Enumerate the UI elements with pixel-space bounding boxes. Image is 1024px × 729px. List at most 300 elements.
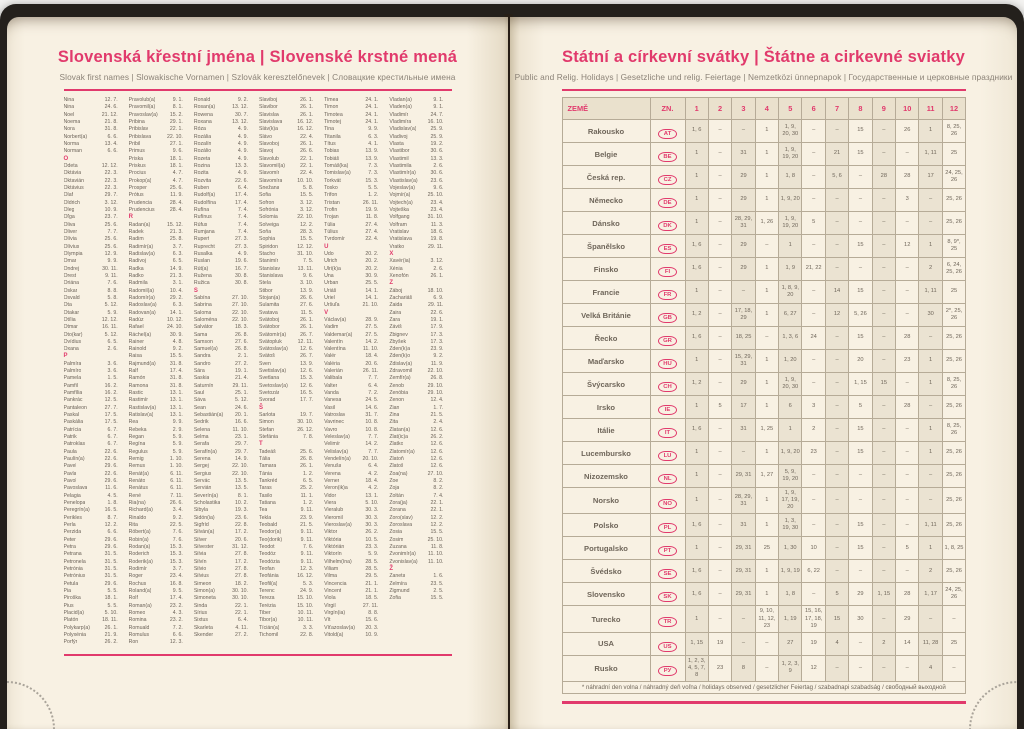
name-text: Ružica (194, 280, 210, 287)
nameday-date: 12. 12. (102, 317, 126, 324)
country-code-cell (650, 258, 685, 281)
nameday-date: 1. 5. (108, 375, 126, 382)
name-text: Vojmír(a) (389, 192, 410, 199)
name-entry (259, 427, 321, 434)
country-row (562, 304, 966, 327)
name-text: Sára (194, 368, 205, 375)
name-entry (129, 273, 191, 280)
name-text: Porfýr (64, 639, 78, 646)
name-entry (389, 471, 451, 478)
name-text: Serafín(a) (194, 449, 217, 456)
name-entry (389, 390, 451, 397)
nameday-date: 22. 4. (300, 170, 321, 177)
name-text: Petronela (64, 559, 86, 566)
month-cell: – (825, 419, 848, 442)
name-entry (324, 295, 386, 302)
month-cell: – (708, 327, 731, 350)
country-row (562, 442, 966, 465)
name-entry (324, 302, 386, 309)
nameday-date: 12. 4. (431, 397, 452, 404)
name-text: Severín(a) (194, 493, 218, 500)
name-text: Renáto (129, 478, 146, 485)
name-entry (324, 449, 386, 456)
nameday-date: 3. 6. (108, 361, 126, 368)
country-code-cell (650, 442, 685, 465)
nameday-date: 26. 7. (300, 332, 321, 339)
name-entry (259, 353, 321, 360)
name-text: Perla (64, 522, 76, 529)
name-entry (64, 544, 126, 551)
nameday-date: 2. 5. (433, 588, 451, 595)
name-entry (259, 104, 321, 111)
nameday-date: 1. 2. (368, 192, 386, 199)
nameday-date: 24. 7. (431, 112, 452, 119)
name-entry (194, 449, 256, 456)
name-text: Zoltán (389, 493, 403, 500)
month-cell: 1 (755, 442, 778, 465)
name-entry (64, 617, 126, 624)
nameday-date: 7. 4. (433, 493, 451, 500)
name-text: Radislav(a) (129, 251, 155, 258)
name-entry (194, 295, 256, 302)
name-entry (389, 529, 451, 536)
name-text: Sedrik (194, 419, 209, 426)
month-cell: 1 (685, 212, 708, 235)
nameday-date: 9. 11. (301, 529, 322, 536)
name-text: Pavla (64, 471, 77, 478)
country-code-cell (650, 655, 685, 681)
name-entry (194, 478, 256, 485)
name-text: Pamfil (64, 383, 78, 390)
name-text: Vendelín(a) (324, 456, 351, 463)
nameday-date: 18. 4. (365, 478, 386, 485)
nameday-date: 11. 1. (301, 493, 322, 500)
nameday-date: 22. 8. (235, 522, 256, 529)
month-cell: – (896, 465, 919, 488)
name-text: Tereza (259, 595, 275, 602)
name-entry (194, 515, 256, 522)
nameday-date: 13. 1. (365, 493, 386, 500)
month-cell: – (849, 166, 872, 189)
month-cell: – (896, 514, 919, 537)
nameday-date: 22. 6. (105, 449, 126, 456)
name-text: Terézia (259, 603, 276, 610)
letter-header: R (129, 214, 191, 221)
nameday-date: 12. 2. (431, 522, 452, 529)
nameday-date: 22. 10. (232, 310, 256, 317)
name-entry (259, 148, 321, 155)
name-entry (129, 559, 191, 566)
nameday-date: 30. 10. (232, 595, 256, 602)
table-header-cell: 5 (779, 98, 802, 120)
month-cell: 1, 9, 17, 19, 20 (779, 488, 802, 514)
name-text: Sigfríd (194, 522, 209, 529)
name-entry (64, 595, 126, 602)
country-code-badge: CH (658, 382, 677, 392)
nameday-date: 17. 3. (431, 332, 452, 339)
name-entry (194, 222, 256, 229)
month-cell: 1, 17 (919, 583, 942, 606)
nameday-date: 3. 12. (105, 200, 126, 207)
name-text: Svetlana (259, 375, 279, 382)
name-text: Pribislav (129, 126, 149, 133)
month-cell: – (896, 258, 919, 281)
nameday-date: 11. 8. (366, 214, 387, 221)
nameday-date: 5. 5. (108, 603, 126, 610)
month-cell: 21, 22 (802, 258, 825, 281)
name-entry (64, 588, 126, 595)
month-cell: – (825, 235, 848, 258)
name-entry (64, 222, 126, 229)
month-cell: – (872, 537, 895, 560)
month-cell: 18, 25 (732, 327, 755, 350)
month-cell: 1, 6 (685, 258, 708, 281)
nameday-date: 22. 10. (232, 471, 256, 478)
nameday-date: 2. 6. (433, 266, 451, 273)
diary-book (0, 4, 1024, 729)
name-entry (324, 141, 386, 148)
name-text: Víťazoslav(a) (324, 625, 355, 632)
nameday-date: 3. 7. (173, 566, 191, 573)
month-cell: 1, 11 (919, 514, 942, 537)
name-entry (259, 537, 321, 544)
country-code-badge: BE (658, 152, 677, 162)
name-entry (64, 625, 126, 632)
nameday-date: 18. 5. (365, 595, 386, 602)
month-cell: 1 (755, 514, 778, 537)
name-text: Sláv(k)a (259, 126, 278, 133)
nameday-date: 19. 3. (235, 507, 256, 514)
nameday-date: 21. 4. (235, 375, 256, 382)
name-text: Noel (64, 112, 75, 119)
name-entry (64, 639, 126, 646)
name-text: Oliver (64, 229, 78, 236)
left-page-title: Slovenská křestní jména | Slovenské krstné mená (7, 48, 508, 67)
month-cell: 1, 9 (779, 258, 802, 281)
nameday-date: 17. 5. (105, 419, 126, 426)
name-text: Velislav(a) (324, 449, 348, 456)
name-text: Šimon (259, 419, 274, 426)
nameday-date: 22. 4. (365, 236, 386, 243)
month-cell: 1, 15 (849, 373, 872, 396)
name-entry (324, 405, 386, 412)
month-cell: – (708, 583, 731, 606)
name-text: Valér (324, 353, 336, 360)
month-cell: 1 (755, 189, 778, 212)
name-entry (324, 566, 386, 573)
nameday-date: 9. 11. (105, 273, 126, 280)
name-entry (324, 229, 386, 236)
name-entry (389, 236, 451, 243)
month-cell: 20 (849, 350, 872, 373)
name-text: Vojeslav(a) (389, 185, 415, 192)
name-entry (129, 441, 191, 448)
name-entry (64, 258, 126, 265)
name-entry (259, 515, 321, 522)
name-text: Záboj (389, 288, 402, 295)
nameday-date: 10. 9. (105, 207, 126, 214)
name-entry (64, 97, 126, 104)
name-entry (389, 273, 451, 280)
name-entry (389, 104, 451, 111)
month-cell: – (849, 632, 872, 655)
name-entry (64, 361, 126, 368)
nameday-date: 21. 1. (365, 588, 386, 595)
nameday-date: 25. 9. (431, 134, 452, 141)
month-cell: 8, 25, 26 (942, 120, 965, 143)
name-text: Zvonimír(a) (389, 551, 416, 558)
nameday-date: 28. 4. (170, 200, 191, 207)
name-text: Olaf (64, 192, 74, 199)
month-cell: 1 (755, 120, 778, 143)
nameday-date: 30. 11. (102, 266, 125, 273)
name-entry (259, 156, 321, 163)
nameday-date: 5. 10. (105, 610, 126, 617)
name-text: Tea (259, 507, 267, 514)
nameday-date: 3. 4. (173, 507, 191, 514)
name-entry (324, 280, 386, 287)
name-entry (389, 419, 451, 426)
month-cell: – (802, 583, 825, 606)
nameday-date: 2. 9. (173, 427, 191, 434)
name-entry (194, 581, 256, 588)
country-code-cell (650, 143, 685, 166)
nameday-date: 9. 11. (301, 537, 322, 544)
name-text: Vlastimír(a) (389, 170, 416, 177)
nameday-date: 25. 6. (105, 222, 126, 229)
name-text: Zdislav(a) (389, 361, 412, 368)
nameday-date: 26. 1. (300, 141, 321, 148)
table-header-cell: ZEMĚ (562, 98, 650, 120)
month-cell: 29, 31 (732, 583, 755, 606)
left-bottom-rule (64, 654, 452, 657)
name-entry (194, 266, 256, 273)
nameday-date: 1. 10. (170, 456, 191, 463)
right-page-subtitle: Public and Relig. Holidays | Gesetzliche und relig. Feiertage | Nemzetközi ünnepnapok | Государственные и церковные праздники (510, 72, 1017, 82)
month-cell: – (896, 419, 919, 442)
name-text: Radúz (129, 317, 144, 324)
country-code-cell (650, 514, 685, 537)
name-entry (194, 346, 256, 353)
name-entry (259, 251, 321, 258)
nameday-date: 9. 6. (303, 273, 321, 280)
name-entry (129, 163, 191, 170)
name-entry (64, 273, 126, 280)
name-text: Prótus (129, 192, 144, 199)
month-cell: 2*, 25, 26 (942, 304, 965, 327)
nameday-date: 22. 1. (300, 156, 321, 163)
nameday-date: 27. 8. (235, 551, 256, 558)
month-cell: – (755, 235, 778, 258)
nameday-date: 22. 3. (105, 170, 126, 177)
name-entry (259, 295, 321, 302)
country-code-badge: IE (658, 405, 677, 415)
nameday-date: 9. 1. (173, 97, 191, 104)
nameday-date: 7. 6. (303, 544, 321, 551)
name-entry (129, 170, 191, 177)
nameday-date: 30. 3. (365, 507, 386, 514)
name-entry (194, 185, 256, 192)
name-entry (389, 559, 451, 566)
nameday-date: 15. 2. (170, 112, 191, 119)
month-cell: 1 (919, 442, 942, 465)
name-text: Pelagia (64, 493, 81, 500)
nameday-date: 22. 10. (297, 214, 321, 221)
name-text: Ronald (194, 97, 210, 104)
name-entry (129, 200, 191, 207)
name-entry (324, 537, 386, 544)
name-entry (259, 500, 321, 507)
name-entry (129, 339, 191, 346)
month-cell: 31 (732, 143, 755, 166)
name-entry (129, 537, 191, 544)
name-entry (194, 200, 256, 207)
country-code-cell (650, 166, 685, 189)
name-entry (389, 478, 451, 485)
nameday-date: 22. 4. (300, 134, 321, 141)
name-text: Zenóbia (389, 390, 408, 397)
name-text: Veleslav(a) (324, 434, 350, 441)
nameday-date: 13. 1. (170, 390, 191, 397)
month-cell: – (872, 442, 895, 465)
name-column (129, 97, 191, 647)
name-entry (194, 207, 256, 214)
name-entry (64, 302, 126, 309)
nameday-date: 1. 6. (433, 573, 451, 580)
name-entry (64, 566, 126, 573)
name-text: Pravoslav(a) (129, 112, 158, 119)
name-entry (389, 126, 451, 133)
name-text: Tosko (324, 185, 338, 192)
name-entry (64, 332, 126, 339)
nameday-date: 9. 2. (433, 353, 451, 360)
name-text: Vatroslav (324, 412, 345, 419)
name-text: Roland(a) (129, 588, 152, 595)
name-text: Sinda (194, 603, 207, 610)
nameday-date: 27. 4. (365, 229, 386, 236)
nameday-date: 17. 4. (235, 192, 256, 199)
nameday-date: 31. 5. (105, 559, 126, 566)
nameday-date: 21. 3. (170, 273, 191, 280)
nameday-date: 7. 2. (173, 625, 191, 632)
name-text: Zoja (389, 485, 399, 492)
name-text: Radoslav(a) (129, 302, 157, 309)
name-text: Urban (324, 280, 338, 287)
nameday-date: 16. 10. (428, 119, 452, 126)
name-text: Serena (194, 456, 211, 463)
name-text: Volfram (389, 222, 407, 229)
month-cell: 25, 26 (942, 514, 965, 537)
country-code-badge: ES (658, 244, 677, 254)
name-text: Platón (64, 617, 79, 624)
month-cell: 29 (849, 583, 872, 606)
name-text: Rastic (129, 390, 143, 397)
name-text: Pantaleon (64, 405, 87, 412)
nameday-date: 13. 1. (170, 412, 191, 419)
name-entry (389, 353, 451, 360)
table-header-cell: 11 (919, 98, 942, 120)
nameday-date: 17. 3. (431, 339, 452, 346)
nameday-date: 4. 9. (238, 126, 256, 133)
name-text: Ruslan (194, 258, 210, 265)
name-text: Pia (64, 588, 72, 595)
name-text: Tália (259, 456, 270, 463)
month-cell: – (849, 465, 872, 488)
name-entry (129, 463, 191, 470)
country-code-badge: HU (658, 359, 677, 369)
nameday-date: 30. 9. (365, 273, 386, 280)
nameday-date: 16. 5. (300, 390, 321, 397)
nameday-date: 8. 8. (108, 288, 126, 295)
country-row (562, 606, 966, 632)
nameday-date: 12. 3. (170, 639, 191, 646)
name-text: Renátus (129, 485, 148, 492)
month-cell: 15, 29, 31 (732, 350, 755, 373)
name-entry (129, 588, 191, 595)
name-entry (259, 397, 321, 404)
name-entry (129, 405, 191, 412)
name-entry (194, 507, 256, 514)
letter-header: X (389, 251, 451, 258)
name-entry (129, 507, 191, 514)
nameday-date: 29. 7. (105, 192, 126, 199)
month-cell: 15 (849, 120, 872, 143)
name-text: Priskus (129, 163, 146, 170)
name-text: Pravolub(a) (129, 97, 156, 104)
name-text: Slávo (259, 134, 272, 141)
nameday-date: 6. 6. (108, 148, 126, 155)
nameday-date: 15. 5. (300, 192, 321, 199)
nameday-date: 13. 4. (105, 141, 126, 148)
month-cell: 1, 8, 9, 20 (779, 281, 802, 304)
name-text: Zoro(slav) (389, 515, 412, 522)
name-entry (259, 507, 321, 514)
name-text: Pribil (129, 141, 141, 148)
table-header-cell: 6 (802, 98, 825, 120)
month-cell: 15 (849, 143, 872, 166)
country-code-cell (650, 537, 685, 560)
name-entry (129, 595, 191, 602)
name-entry (389, 222, 451, 229)
name-entry (389, 463, 451, 470)
name-entry (64, 170, 126, 177)
country-code-badge: GR (658, 336, 677, 346)
name-entry (324, 493, 386, 500)
nameday-date: 2. 1. (238, 353, 256, 360)
name-entry (129, 112, 191, 119)
name-entry (389, 500, 451, 507)
name-entry (389, 515, 451, 522)
names-grid (64, 97, 452, 647)
nameday-date: 5. 3. (303, 581, 321, 588)
name-text: Tina (324, 126, 334, 133)
letter-header: O (64, 156, 126, 163)
month-cell: 23 (802, 442, 825, 465)
nameday-date: 28. 5. (365, 566, 386, 573)
name-entry (324, 346, 386, 353)
month-cell: 1, 27 (755, 465, 778, 488)
name-text: Slavoboj (259, 141, 279, 148)
month-cell: – (919, 396, 942, 419)
nameday-date: 19. 1. (431, 317, 452, 324)
name-text: Slavoj (259, 148, 273, 155)
name-entry (389, 207, 451, 214)
country-row (562, 560, 966, 583)
name-entry (389, 295, 451, 302)
nameday-date: 26. 8. (300, 456, 321, 463)
month-cell: 15 (849, 537, 872, 560)
nameday-date: 13. 9. (365, 148, 386, 155)
